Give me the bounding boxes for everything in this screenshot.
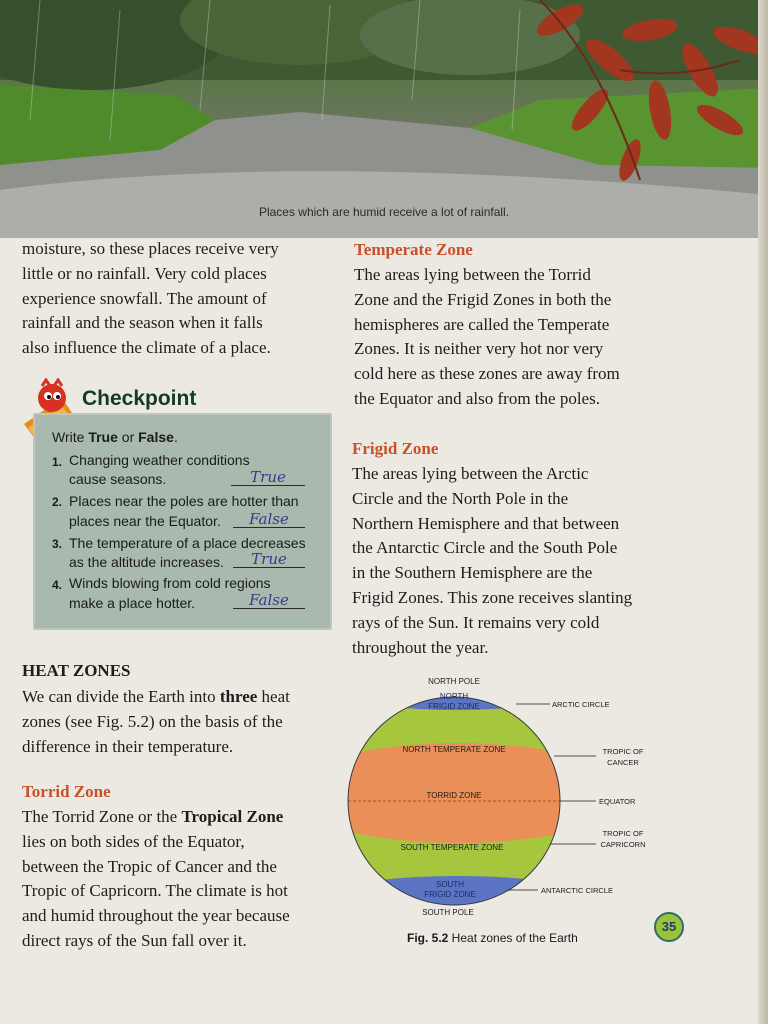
tropic-cancer-label: CANCER <box>607 758 639 767</box>
antarctic-circle-label: ANTARCTIC CIRCLE <box>541 886 613 895</box>
instruction-text: . <box>173 429 178 445</box>
text-line: between the Tropic of Cancer and the <box>22 856 277 876</box>
text-line: moisture, so these places receive very <box>22 239 279 258</box>
south-frigid-label: FRIGID ZONE <box>424 890 476 899</box>
south-pole-label: SOUTH POLE <box>422 908 474 917</box>
north-temperate-label: NORTH TEMPERATE ZONE <box>402 745 506 754</box>
heat-zones-paragraph <box>22 685 290 759</box>
checkpoint-item-text: places near the Equator. <box>69 513 221 529</box>
temperate-zone-heading: Temperate Zone <box>354 240 473 259</box>
figure-label: Fig. 5.2 <box>407 931 449 945</box>
checkpoint-item-text: cause seasons. <box>69 471 167 487</box>
temperate-zone-paragraph <box>354 263 620 412</box>
north-pole-label: NORTH POLE <box>428 677 480 686</box>
checkpoint-item-text: Places near the poles are hotter than <box>69 493 299 509</box>
text-line: little or no rainfall. Very cold places <box>22 263 267 283</box>
text-line <box>22 685 290 710</box>
text-line: throughout the year. <box>352 637 489 657</box>
page-number: 35 <box>654 912 684 942</box>
text-fragment: The Torrid Zone or the <box>22 807 182 826</box>
text-line: Zone and the Frigid Zones in both the <box>354 289 612 309</box>
checkpoint-item-text: make a place hotter. <box>69 595 196 611</box>
text-line: rays of the Sun. It remains very cold <box>352 612 600 632</box>
tropic-cancer-label: TROPIC OF <box>602 747 644 756</box>
checkpoint-answer: True <box>231 469 305 486</box>
instruction-text: Write <box>52 429 89 445</box>
checkpoint-answer: False <box>233 592 305 609</box>
text-line: zones (see Fig. 5.2) on the basis of the <box>22 711 283 731</box>
checkpoint-title: Checkpoint <box>82 387 197 410</box>
text-line: in the Southern Hemisphere are the <box>352 563 593 583</box>
tropic-capricorn-label: TROPIC OF <box>602 829 644 838</box>
instruction-true: True <box>88 429 118 445</box>
checkpoint-item-text: as the altitude increases. <box>69 554 224 570</box>
text-line: The areas lying between the Arctic <box>352 464 589 483</box>
text-line <box>22 805 290 830</box>
intro-paragraph <box>22 237 279 361</box>
torrid-zone-heading: Torrid Zone <box>22 782 111 801</box>
photo-caption: Places which are humid receive a lot of rainfall. <box>258 205 510 219</box>
checkpoint-item-number: 1. <box>52 455 63 469</box>
text-line: cold here as these zones are away from <box>354 364 620 384</box>
text-line: Northern Hemisphere and that between <box>352 513 620 533</box>
text-line: Frigid Zones. This zone receives slanting <box>352 587 633 607</box>
text-bold: Tropical Zone <box>181 807 284 826</box>
north-frigid-label: NORTH <box>439 692 469 701</box>
checkpoint-item-number: 4. <box>52 578 63 592</box>
equator-label: EQUATOR <box>599 797 636 806</box>
torrid-label: TORRID ZONE <box>426 791 482 800</box>
frigid-zone-heading: Frigid Zone <box>352 439 439 458</box>
text-bold: three <box>219 687 258 706</box>
checkpoint-answer: False <box>233 511 305 528</box>
rainfall-photo <box>0 0 768 238</box>
north-frigid-label: FRIGID ZONE <box>428 702 480 711</box>
tropic-capricorn-label: CAPRICORN <box>600 840 646 849</box>
text-line: also influence the climate of a place. <box>22 338 271 358</box>
south-temperate-label: SOUTH TEMPERATE ZONE <box>400 843 504 852</box>
torrid-zone-paragraph <box>22 805 290 954</box>
text-line: hemispheres are called the Temperate <box>354 314 610 334</box>
checkpoint-item-number: 3. <box>52 537 63 551</box>
page-edge <box>758 0 768 1024</box>
figure-caption <box>407 931 578 945</box>
text-fragment: heat <box>257 687 290 706</box>
checkpoint-item-text: Winds blowing from cold regions <box>69 575 271 591</box>
text-line: direct rays of the Sun fall over it. <box>22 930 247 950</box>
south-frigid-label: SOUTH <box>436 880 464 889</box>
checkpoint-item-text: Changing weather conditions <box>69 452 250 468</box>
text-line: rainfall and the season when it falls <box>22 313 263 333</box>
text-line: the Antarctic Circle and the South Pole <box>352 538 618 558</box>
text-line: Tropic of Capricorn. The climate is hot <box>22 881 288 901</box>
heat-zones-heading: HEAT ZONES <box>22 661 131 680</box>
text-line: and humid throughout the year because <box>22 906 290 926</box>
instruction-false: False <box>138 429 174 445</box>
checkpoint-item-text: The temperature of a place decreases <box>69 535 306 551</box>
checkpoint-answer: True <box>233 551 305 568</box>
text-line: the Equator and also from the poles. <box>354 388 600 408</box>
instruction-text: or <box>117 429 139 445</box>
text-line: experience snowfall. The amount of <box>22 288 267 308</box>
frigid-zone-paragraph <box>352 462 632 660</box>
figure-title: Heat zones of the Earth <box>448 931 578 945</box>
text-fragment: We can divide the Earth into <box>22 687 220 706</box>
text-line: lies on both sides of the Equator, <box>22 831 245 851</box>
text-line: difference in their temperature. <box>22 736 234 756</box>
text-line: Zones. It is neither very hot nor very <box>354 339 604 359</box>
checkpoint-instruction <box>52 429 178 445</box>
heat-zones-diagram <box>340 670 660 920</box>
arctic-circle-label: ARCTIC CIRCLE <box>552 700 610 709</box>
text-line: Circle and the North Pole in the <box>352 488 569 508</box>
checkpoint-item-number: 2. <box>52 495 63 509</box>
text-line: The areas lying between the Torrid <box>354 265 591 284</box>
